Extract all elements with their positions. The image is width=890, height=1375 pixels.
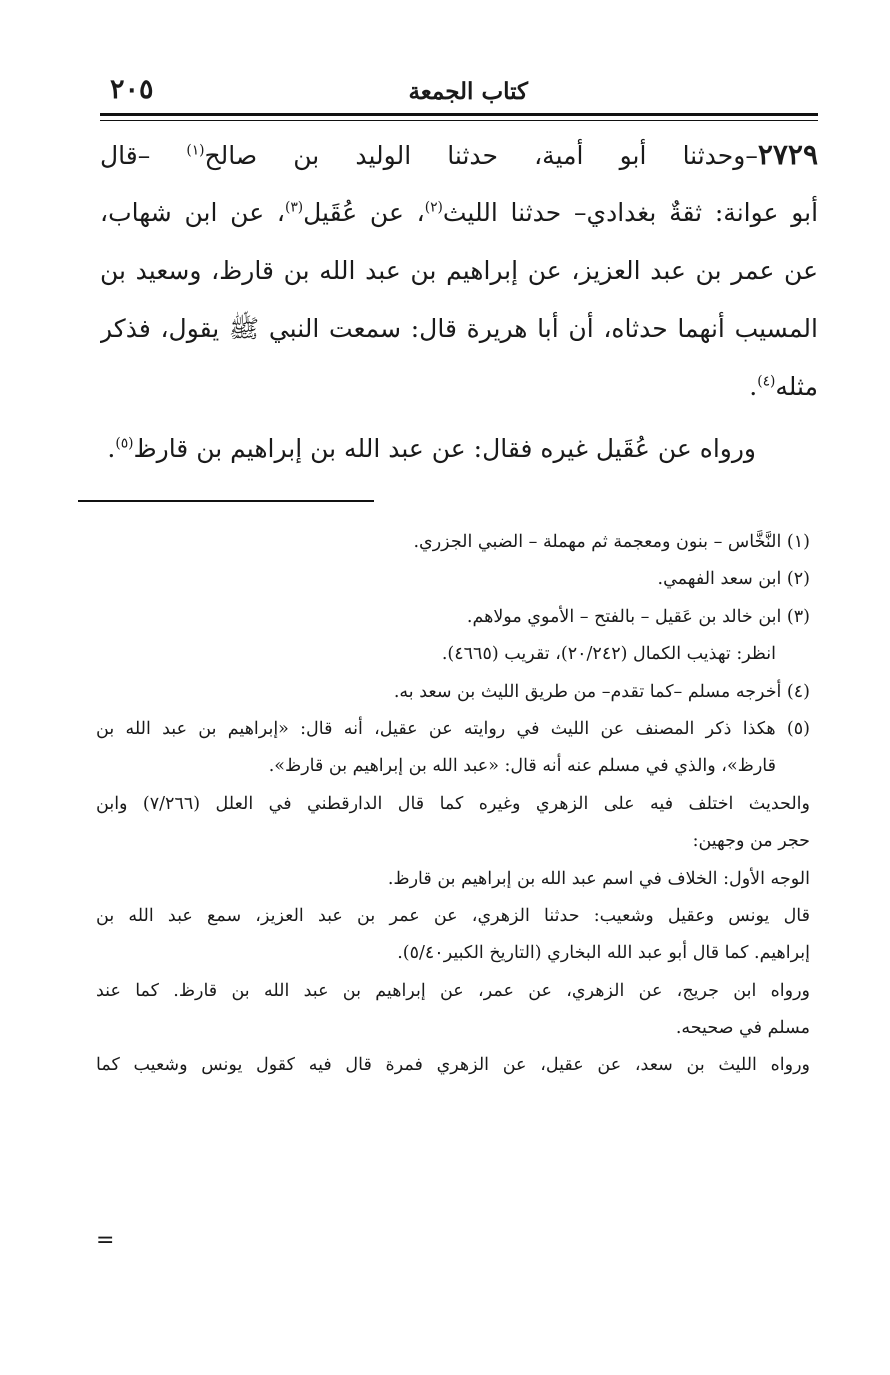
footnote-5-line-7: إبراهيم. كما قال أبو عبد الله البخاري (التاريخ الكبير٥/٤٠). xyxy=(397,943,810,964)
header-rule-thin xyxy=(100,120,818,121)
page-header xyxy=(100,72,818,112)
footnote-marker-3: (٣) xyxy=(284,199,304,216)
footnote-5-line-8: ورواه ابن جريج، عن الزهري، عن عمر، عن إبراهيم بن عبد الله بن قارظ. كما عند xyxy=(96,980,810,1001)
footnote-5-line-9: مسلم في صحيحه. xyxy=(675,1018,810,1039)
footnote-4: (٤) أخرجه مسلم –كما تقدم– من طريق الليث بن سعد به. xyxy=(393,681,810,702)
footnote-marker-5: (٥) xyxy=(115,435,134,452)
continuation-mark: = xyxy=(96,1228,115,1253)
main-text xyxy=(100,126,818,478)
footnote-1: (١) النَّخَّاس – بنون ومعجمة ثم مهملة – الضبي الجزري. xyxy=(413,532,810,552)
footnote-5-line-6: قال يونس وعقيل وشعيب: حدثنا الزهري، عن عمر بن عبد العزيز، سمع عبد الله بن xyxy=(96,905,810,926)
footnotes xyxy=(96,524,810,1085)
footnote-marker-1: (١) xyxy=(186,142,205,159)
chapter-title: كتاب الجمعة xyxy=(408,78,528,105)
footnote-5-line-10: ورواه الليث بن سعد، عن عقيل، عن الزهري فمرة قال فيه كقول يونس وشعيب كما xyxy=(96,1055,810,1076)
main-line-6: ورواه عن عُقَيل غيره فقال: عن عبد الله بن إبراهيم بن قارظ$^{(٥)}$. xyxy=(107,434,756,463)
main-line-5: مثله$^{(٤)}$. xyxy=(749,372,818,401)
hadith-number: ٢٧٢٩ xyxy=(757,138,818,171)
main-line-4: المسيب أنهما حدثاه، أن أبا هريرة قال: سمعت النبي ﷺ يقول، فذكر xyxy=(100,314,818,343)
footnote-5-line-5: الوجه الأول: الخلاف في اسم عبد الله بن إبراهيم بن قارظ. xyxy=(387,868,810,889)
footnote-marker-4: (٤) xyxy=(757,373,776,390)
footnote-5-line-3: والحديث اختلف فيه على الزهري وغيره كما قال الدارقطني في العلل (٧/٢٦٦) وابن xyxy=(96,793,810,814)
main-line-3: عن عمر بن عبد العزيز، عن إبراهيم بن عبد الله بن قارظ، وسعيد بن xyxy=(100,256,818,285)
footnote-marker-2: (٢) xyxy=(424,199,443,216)
footnote-3-continuation: انظر: تهذيب الكمال (٢٠/٢٤٢)، تقريب (٤٦٦٥). xyxy=(441,644,776,665)
footnote-5-line-2: قارظ»، والذي في مسلم عنه أنه قال: «عبد الله بن إبراهيم بن قارظ». xyxy=(268,756,776,777)
footnote-3: (٣) ابن خالد بن عَقيل – بالفتح – الأموي مولاهم. xyxy=(466,606,810,627)
footnote-5-line-4: حجر من وجهين: xyxy=(692,831,810,852)
header-rule-thick xyxy=(100,113,818,116)
footnote-separator xyxy=(78,500,374,502)
footnote-2: (٢) ابن سعد الفهمي. xyxy=(657,569,810,590)
main-line-2: أبو عوانة: ثقةٌ بغدادي– حدثنا الليث$^{(٢)}$، عن عُقَيل$^{(٣)}$، عن ابن شهاب، xyxy=(100,198,818,227)
footnote-5-line-1: (٥) هكذا ذكر المصنف عن الليث في روايته عن عقيل، أنه قال: «إبراهيم بن عبد الله بن xyxy=(96,718,810,739)
page-number: ٢٠٥ xyxy=(110,74,154,105)
main-line-1: ٢٧٢٩–وحدثنا أبو أمية، حدثنا الوليد بن صالح$^{(١)}$ –قال xyxy=(100,138,818,171)
